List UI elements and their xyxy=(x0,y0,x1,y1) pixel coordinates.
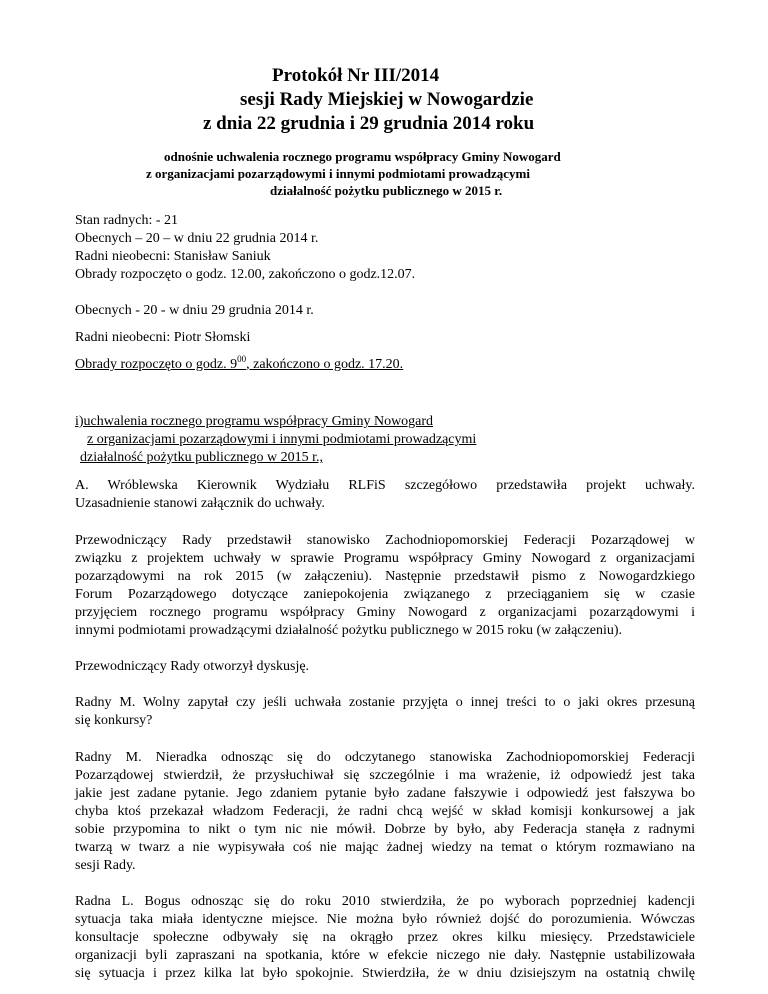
paragraph-line: Przewodniczący Rady otworzył dyskusję. xyxy=(75,659,310,674)
paragraph-line: twarzą w twarz a nie wypisywała coś nie mając żadnej wiedzy na temat o którym rozmawiano na xyxy=(75,840,695,855)
subtitle-line-3: działalność pożytku publicznego w 2015 r. xyxy=(270,183,503,198)
paragraph-line: sesji Rady. xyxy=(75,858,136,873)
title-line-1: Protokół Nr III/2014 xyxy=(272,65,440,86)
paragraph-line: sytuacja taka miała identyczne miejsce. Nie można było również dojść do porozumienia. Wówczas xyxy=(75,912,695,927)
day2-time-minutes: 00 xyxy=(237,354,247,364)
paragraph-line: się sytuacja i przez kilka lat było spokojnie. Stwierdziła, że w dniu dzisiejszym na ostatnią chwilę xyxy=(75,966,695,981)
attendance-day1-time: Obrady rozpoczęto o godz. 12.00, zakończono o godz.12.07. xyxy=(75,267,416,282)
agenda-item-line-3: działalność pożytku publicznego w 2015 r., xyxy=(80,450,323,465)
day2-time-end: , zakończono o godz. 17.20. xyxy=(246,357,404,372)
subtitle-line-2: z organizacjami pozarządowymi i innymi podmiotami prowadzącymi xyxy=(146,166,530,181)
paragraph-line: Radny M. Nieradka odnosząc się do odczytanego stanowiska Zachodniopomorskiej Federacji xyxy=(75,750,695,765)
paragraph-line: Przewodniczący Rady przedstawił stanowisko Zachodniopomorskiej Federacji Pozarządowej w xyxy=(75,533,695,548)
day2-time-start: Obrady rozpoczęto o godz. 9 xyxy=(75,357,238,372)
paragraph-line: chyba ktoś przekazał władzom Federacji, że radni chcą wejść w skład komisji konkursowej a jak xyxy=(75,804,695,819)
paragraph-line: przyjęciem rocznego programu współpracy Gminy Nowogard z organizacjami pozarządowymi i xyxy=(75,605,695,620)
agenda-item-line-1: i)uchwalenia rocznego programu współpracy Gminy Nowogard xyxy=(75,414,434,429)
paragraph-line: pozarządowymi na rok 2015 (w załączeniu). Następnie przedstawił pismo z Nowogardzkiego xyxy=(75,569,695,584)
paragraph-line: Radna L. Bogus odnosząc się do roku 2010 stwierdziła, że po wyborach poprzedniej kadencji xyxy=(75,894,695,909)
attendance-day1-present: Obecnych – 20 – w dniu 22 grudnia 2014 r. xyxy=(75,231,319,246)
paragraph-line: Radny M. Wolny zapytał czy jeśli uchwała zostanie przyjęta o innej treści to o jaki okres przesuną xyxy=(75,695,695,710)
title-line-2: sesji Rady Miejskiej w Nowogardzie xyxy=(240,89,534,110)
paragraph-nieradka-statement xyxy=(75,749,695,875)
paragraph-discussion-open xyxy=(75,658,695,676)
paragraph-line: Forum Pozarządowego dotyczące zaniepokojenia związanego z przeciąganiem się w czasie xyxy=(75,587,695,602)
agenda-item-line-2: z organizacjami pozarządowymi i innymi podmiotami prowadzącymi xyxy=(87,432,477,447)
paragraph-line: Uzasadnienie stanowi załącznik do uchwały. xyxy=(75,496,325,511)
attendance-day2-time xyxy=(75,356,403,374)
subtitle-line-1: odnośnie uchwalenia rocznego programu współpracy Gminy Nowogard xyxy=(164,149,561,164)
paragraph-chairman-statement xyxy=(75,532,695,640)
title-line-3: z dnia 22 grudnia i 29 grudnia 2014 roku xyxy=(203,113,535,134)
paragraph-presentation xyxy=(75,477,695,513)
paragraph-wolny-question xyxy=(75,694,695,730)
attendance-day1-absent: Radni nieobecni: Stanisław Saniuk xyxy=(75,249,271,264)
paragraph-bogus-statement xyxy=(75,893,695,983)
paragraph-line: innymi podmiotami prowadzącymi działalność pożytku publicznego w 2015 roku (w załączeniu). xyxy=(75,623,623,638)
attendance-total: Stan radnych: - 21 xyxy=(75,213,179,228)
paragraph-line: konsultacje społeczne odbywały się na okrągło przez okres kilku miesięcy. Przedstawiciele xyxy=(75,930,695,945)
attendance-day2-absent: Radni nieobecni: Piotr Słomski xyxy=(75,330,251,345)
attendance-day2-present: Obecnych - 20 - w dniu 29 grudnia 2014 r. xyxy=(75,303,314,318)
paragraph-line: organizacji byli zapraszani na spotkania, które w efekcie niczego nie dały. Następnie ustabilizowała xyxy=(75,948,695,963)
paragraph-line: Pozarządowej stwierdził, że przysłuchiwał się szczególnie i ma wrażenie, iż odpowiedź jest taka xyxy=(75,768,695,783)
paragraph-line: jakie jest zadane pytanie. Jego zdaniem pytanie było zadane fałszywie i odpowiedź jest fałszywa bo xyxy=(75,786,695,801)
paragraph-line: sobie przypomina to nikt o tym nic nie mówił. Dobrze by było, aby Federacja stanęła z radnymi xyxy=(75,822,695,837)
paragraph-line: związku z projektem uchwały w sprawie Programu współpracy Gminy Nowogard z organizacjami xyxy=(75,551,695,566)
paragraph-line: A. Wróblewska Kierownik Wydziału RLFiS szczegółowo przedstawiła projekt uchwały. xyxy=(75,478,695,493)
paragraph-line: się konkursy? xyxy=(75,713,153,728)
